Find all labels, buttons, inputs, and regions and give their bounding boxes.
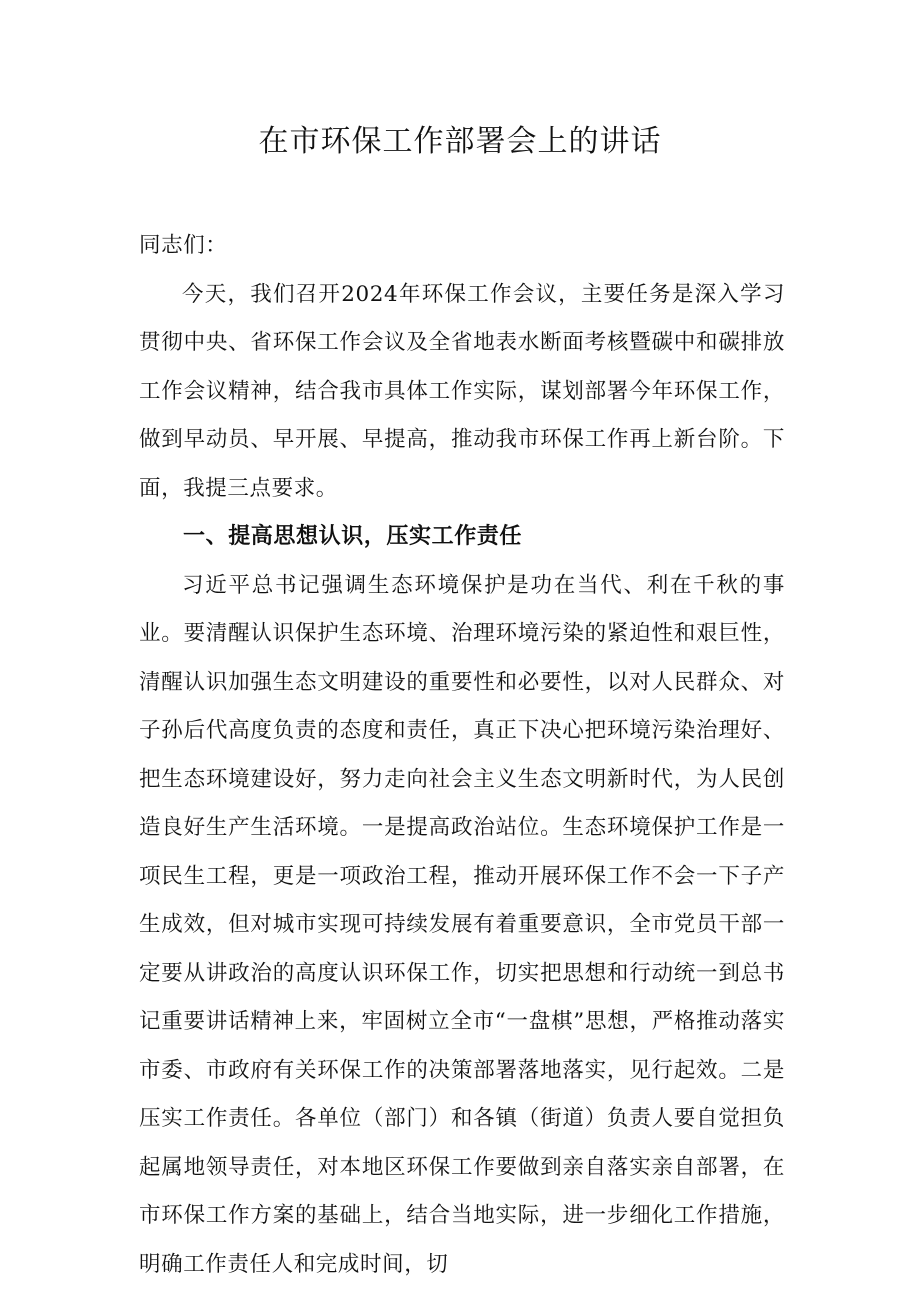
section-1-paragraph: 习近平总书记强调生态环境保护是功在当代、利在千秋的事业。要清醒认识保护生态环境、治理环境污染的紧迫性和艰巨性，清醒认识加强生态文明建设的重要性和必要性，以对人民群众、对子孙后代高度负责的态度和责任，真正下决心把环境污染治理好、把生态环境建设好，努力走向社会主义生态文明新时代，为人民创造良好生产生活环境。一是提高政治站位。生态环境保护工作是一项民生工程，更是一项政治工程，推动开展环保工作不会一下子产生成效，但对城市实现可持续发展有着重要意识，全市党员干部一定要从讲政治的高度认识环保工作，切实把思想和行动统一到总书记重要讲话精神上来，牢固树立全市“一盘棋”思想，严格推动落实市委、市政府有关环保工作的决策部署落地落实，见行起效。二是压实工作责任。各单位（部门）和各镇（街道）负责人要自觉担负起属地领导责任，对本地区环保工作要做到亲自落实亲自部署，在市环保工作方案的基础上，结合当地实际，进一步细化工作措施，明确工作责任人和完成时间，切: [139, 572, 785, 1277]
section-heading-1: 一、提高思想认识，压实工作责任: [183, 524, 523, 549]
intro-paragraph: 今天，我们召开2024年环保工作会议，主要任务是深入学习贯彻中央、省环保工作会议及全省地表水断面考核暨碳中和碳排放工作会议精神，结合我市具体工作实际，谋划部署今年环保工作，做到早动员、早开展、早提高，推动我市环保工作再上新台阶。下面，我提三点要求。: [139, 281, 785, 501]
salutation: 同志们：: [139, 233, 228, 258]
document-body: [139, 222, 785, 1289]
document-title: 在市环保工作部署会上的讲话: [258, 124, 662, 159]
